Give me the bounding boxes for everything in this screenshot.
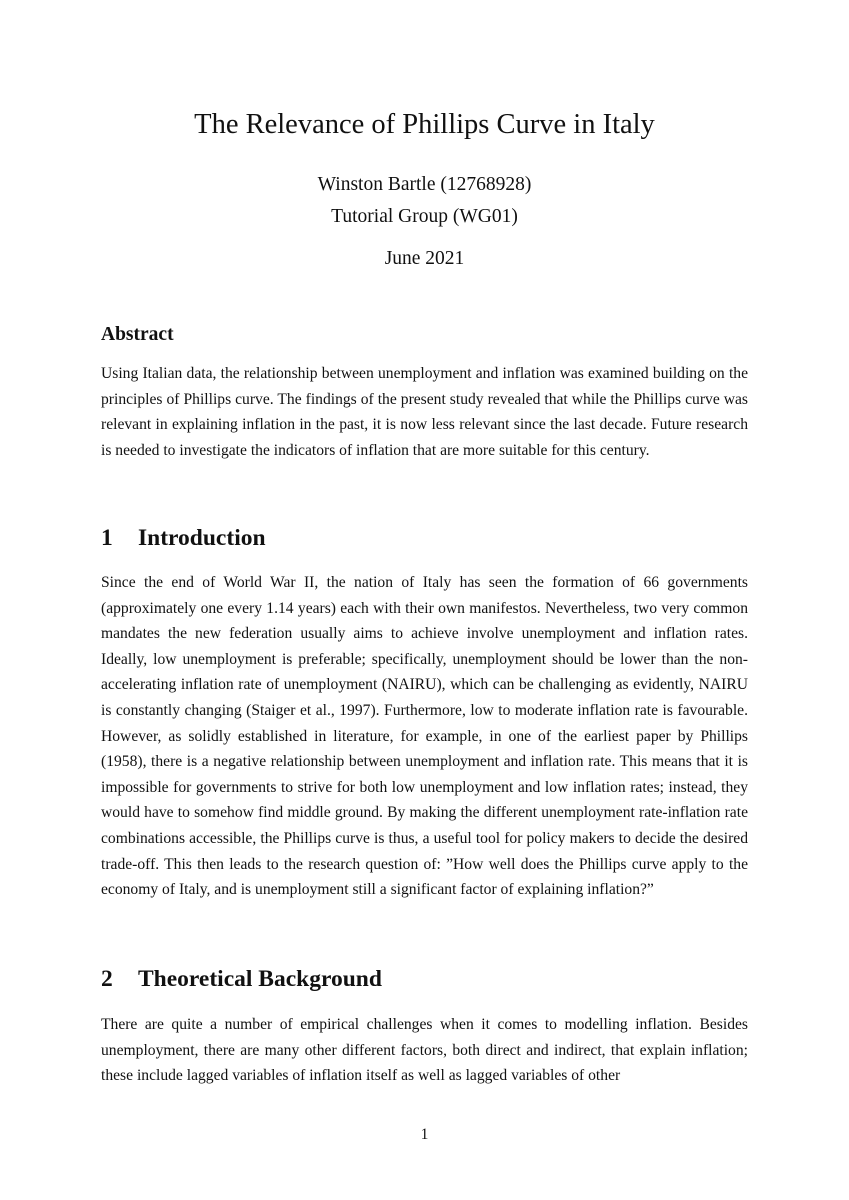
abstract-text: Using Italian data, the relationship between unemployment and inflation was examined building on the principles of Phillips curve. The findings of the present study revealed that while the Phillips curve was relevant in explaining inflation in the past, it is now less relevant since the last decade. Future research is needed to investigate the indicators of inflation that are more suitable for this century. <box>101 365 748 459</box>
section-heading-theoretical-background <box>101 964 748 994</box>
section-heading-introduction <box>101 523 748 553</box>
paper-title: The Relevance of Phillips Curve in Italy <box>194 109 655 140</box>
theoretical-background-text: There are quite a number of empirical challenges when it comes to modelling inflation. Besides unemployment, there are many other different factors, both direct and indirect, that explain inflation; these include lagged variables of inflation itself as well as lagged variables of other <box>101 1016 748 1085</box>
page-number: 1 <box>420 1126 429 1143</box>
section-number: 2 <box>101 966 113 992</box>
abstract-heading: Abstract <box>101 324 174 345</box>
section-title: Theoretical Background <box>138 966 382 992</box>
section-number: 1 <box>101 525 113 551</box>
author-name: Winston Bartle (12768928) <box>317 174 532 195</box>
paper-date: June 2021 <box>384 248 465 269</box>
introduction-text: Since the end of World War II, the nation of Italy has seen the formation of 66 governments (approximately one every 1.14 years) each with their own manifestos. Nevertheless, two very common mandates the new federation usually aims to achieve involve unemployment and inflation rates. Ideally, low unemployment is preferable; specifically, unemployment should be lower than the non-accelerating inflation rate of unemployment (NAIRU), which can be challenging as evidently, NAIRU is constantly changing (Staiger et al., 1997). Furthermore, low to moderate inflation rate is favourable. However, as solidly established in literature, for example, in one of the earliest paper by Phillips (1958), there is a negative relationship between unemployment and inflation rate. This means that it is impossible for governments to strive for both low unemployment and low inflation rates; instead, they would have to somehow find middle ground. By making the different unemployment rate-inflation rate combinations accessible, the Phillips curve is thus, a useful tool for policy makers to decide the desired trade-off. This then leads to the research question of: ”How well does the Phillips curve apply to the economy of Italy, and is unemployment still a significant factor of explaining inflation?” <box>101 574 748 899</box>
section-title: Introduction <box>138 525 266 551</box>
tutorial-group: Tutorial Group (WG01) <box>331 206 518 227</box>
